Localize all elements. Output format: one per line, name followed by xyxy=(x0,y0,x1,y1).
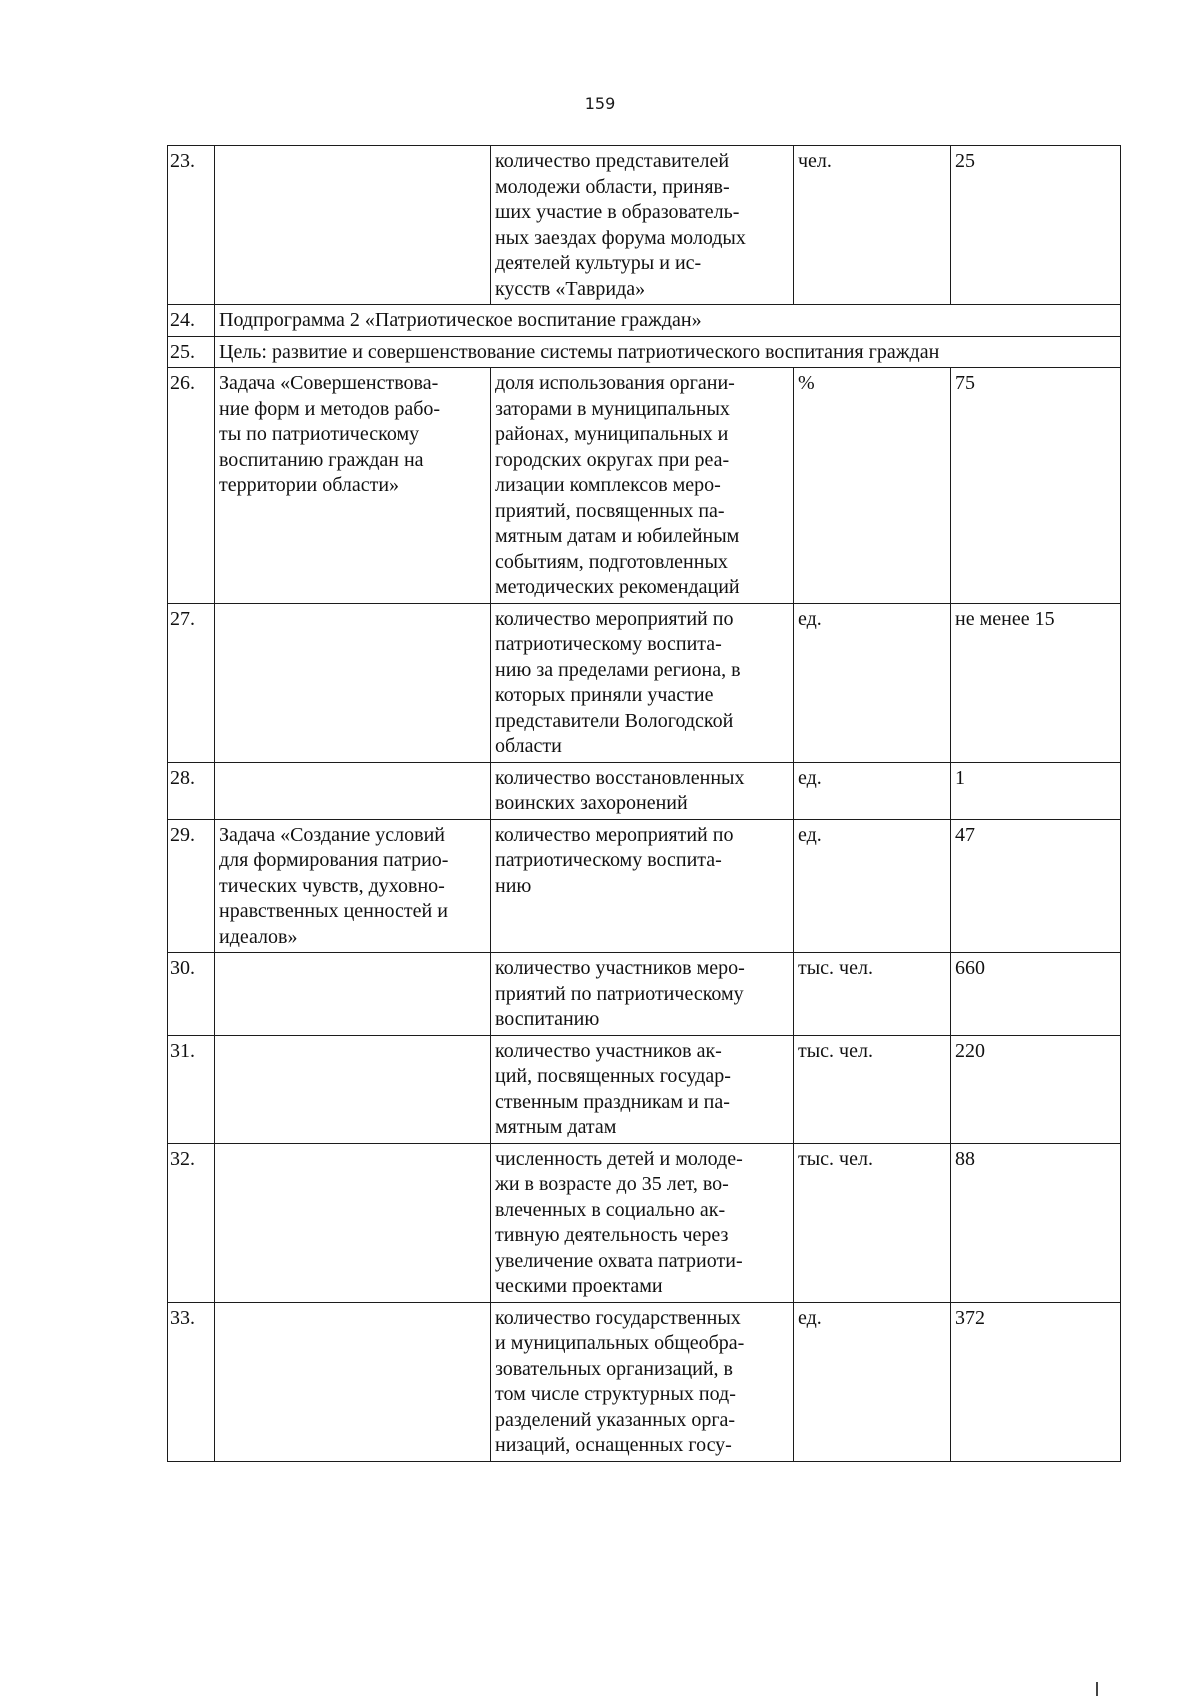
table-row xyxy=(168,368,1121,604)
indicator-line: приятий по патриотическому xyxy=(495,982,744,1005)
table-row xyxy=(168,1302,1121,1461)
indicator-line: тивную деятельность через xyxy=(495,1224,729,1246)
task-cell xyxy=(215,819,491,953)
task-line: территории области» xyxy=(219,474,400,496)
indicator-cell xyxy=(491,1143,794,1302)
row-number: 31. xyxy=(168,1035,215,1143)
indicator-line: патриотическому воспита- xyxy=(495,633,722,655)
indicator-line: количество участников ак- xyxy=(495,1039,722,1062)
task-cell xyxy=(215,762,491,819)
task-line: тических чувств, духовно- xyxy=(219,874,445,897)
indicator-line: кусств «Таврида» xyxy=(495,277,646,300)
table-body xyxy=(168,146,1121,1462)
unit-cell: тыс. чел. xyxy=(794,953,951,1036)
indicator-line: ческими проектами xyxy=(495,1275,663,1297)
indicator-cell xyxy=(491,1302,794,1461)
indicator-cell xyxy=(491,762,794,819)
row-number: 24. xyxy=(168,305,215,337)
indicator-line: количество участников меро- xyxy=(495,957,745,979)
indicator-cell xyxy=(491,819,794,953)
value-cell: 1 xyxy=(951,762,1121,819)
indicator-cell xyxy=(491,368,794,604)
indicator-line: увеличение охвата патриоти- xyxy=(495,1249,743,1272)
indicator-line: приятий, посвященных па- xyxy=(495,499,725,522)
unit-cell: тыс. чел. xyxy=(794,1035,951,1143)
indicator-line: мятным датам и юбилейным xyxy=(495,525,740,547)
unit-cell: ед. xyxy=(794,819,951,953)
task-line: идеалов» xyxy=(219,925,298,948)
indicator-line: количество представителей xyxy=(495,150,730,172)
indicator-line: которых приняли участие xyxy=(495,684,714,706)
indicator-line: количество мероприятий по xyxy=(495,607,734,630)
table-row xyxy=(168,819,1121,953)
row-number: 30. xyxy=(168,953,215,1036)
value-cell: 660 xyxy=(951,953,1121,1036)
indicator-line: численность детей и молоде- xyxy=(495,1147,743,1170)
value-cell: 220 xyxy=(951,1035,1121,1143)
row-number: 33. xyxy=(168,1302,215,1461)
row-number: 29. xyxy=(168,819,215,953)
value-cell: 47 xyxy=(951,819,1121,953)
task-line: ние форм и методов рабо- xyxy=(219,397,441,420)
indicator-cell xyxy=(491,1035,794,1143)
unit-cell: ед. xyxy=(794,1302,951,1461)
table-row xyxy=(168,603,1121,762)
task-cell xyxy=(215,603,491,762)
indicators-table xyxy=(167,145,1121,1462)
row-number: 27. xyxy=(168,603,215,762)
indicator-line: нию за пределами региона, в xyxy=(495,658,741,681)
indicator-line: том числе структурных под- xyxy=(495,1383,736,1405)
row-number: 28. xyxy=(168,762,215,819)
task-line: Задача «Совершенствова- xyxy=(219,372,439,394)
indicator-line: доля использования органи- xyxy=(495,372,735,394)
indicator-cell xyxy=(491,146,794,305)
indicator-cell xyxy=(491,603,794,762)
row-number: 23. xyxy=(168,146,215,305)
indicator-line: мятным датам xyxy=(495,1116,617,1138)
task-cell xyxy=(215,368,491,604)
task-cell xyxy=(215,146,491,305)
task-line: Задача «Создание условий xyxy=(219,823,446,846)
table-row xyxy=(168,953,1121,1036)
indicator-line: городских округах при реа- xyxy=(495,448,730,471)
indicator-line: низаций, оснащенных госу- xyxy=(495,1434,732,1456)
indicator-line: разделений указанных орга- xyxy=(495,1408,736,1431)
indicator-line: области xyxy=(495,735,562,757)
unit-cell: чел. xyxy=(794,146,951,305)
indicator-line: лизации комплексов меро- xyxy=(495,474,721,496)
indicator-line: ных заездах форума молодых xyxy=(495,226,746,249)
indicator-line: ственным праздникам и па- xyxy=(495,1090,730,1113)
unit-cell: ед. xyxy=(794,603,951,762)
indicator-line: ших участие в образователь- xyxy=(495,201,740,223)
value-cell: 88 xyxy=(951,1143,1121,1302)
task-line: для формирования патрио- xyxy=(219,849,449,871)
indicator-line: жи в возрасте до 35 лет, во- xyxy=(495,1173,729,1195)
goal-text: Цель: развитие и совершенствование системы патриотического воспитания граждан xyxy=(215,336,1121,368)
indicator-line: методических рекомендаций xyxy=(495,576,740,598)
table-row xyxy=(168,762,1121,819)
value-cell: 25 xyxy=(951,146,1121,305)
indicator-line: представители Вологодской xyxy=(495,709,734,732)
indicator-cell xyxy=(491,953,794,1036)
unit-cell: ед. xyxy=(794,762,951,819)
scan-mark xyxy=(1096,1682,1098,1696)
indicator-line: воинских захоронений xyxy=(495,792,688,814)
task-cell xyxy=(215,953,491,1036)
table-row xyxy=(168,1143,1121,1302)
indicator-line: молодежи области, приняв- xyxy=(495,175,730,198)
indicator-line: воспитанию xyxy=(495,1008,600,1030)
indicator-line: нию xyxy=(495,874,532,897)
value-cell: 372 xyxy=(951,1302,1121,1461)
indicator-line: количество мероприятий по xyxy=(495,823,734,846)
task-line: нравственных ценностей и xyxy=(219,900,448,922)
table-row xyxy=(168,146,1121,305)
row-number: 25. xyxy=(168,336,215,368)
task-cell xyxy=(215,1143,491,1302)
task-line: воспитанию граждан на xyxy=(219,448,424,471)
indicator-line: патриотическому воспита- xyxy=(495,849,722,871)
task-cell xyxy=(215,1035,491,1143)
indicator-line: районах, муниципальных и xyxy=(495,423,729,445)
unit-cell: тыс. чел. xyxy=(794,1143,951,1302)
value-cell: не менее 15 xyxy=(951,603,1121,762)
task-line: ты по патриотическому xyxy=(219,423,420,445)
table-row xyxy=(168,305,1121,337)
indicator-line: количество восстановленных xyxy=(495,766,745,789)
row-number: 26. xyxy=(168,368,215,604)
value-cell: 75 xyxy=(951,368,1121,604)
row-number: 32. xyxy=(168,1143,215,1302)
indicator-line: зовательных организаций, в xyxy=(495,1357,733,1380)
indicator-line: ций, посвященных государ- xyxy=(495,1065,731,1087)
indicator-line: заторами в муниципальных xyxy=(495,397,730,420)
indicator-line: событиям, подготовленных xyxy=(495,550,728,573)
subprogram-title: Подпрограмма 2 «Патриотическое воспитание граждан» xyxy=(215,305,1121,337)
unit-cell: % xyxy=(794,368,951,604)
page-number: 159 xyxy=(584,94,616,113)
indicator-line: количество государственных xyxy=(495,1306,741,1329)
indicator-line: деятелей культуры и ис- xyxy=(495,252,702,274)
table-row xyxy=(168,1035,1121,1143)
task-cell xyxy=(215,1302,491,1461)
table-row xyxy=(168,336,1121,368)
indicator-line: влеченных в социально ак- xyxy=(495,1198,726,1221)
indicator-line: и муниципальных общеобра- xyxy=(495,1332,745,1354)
